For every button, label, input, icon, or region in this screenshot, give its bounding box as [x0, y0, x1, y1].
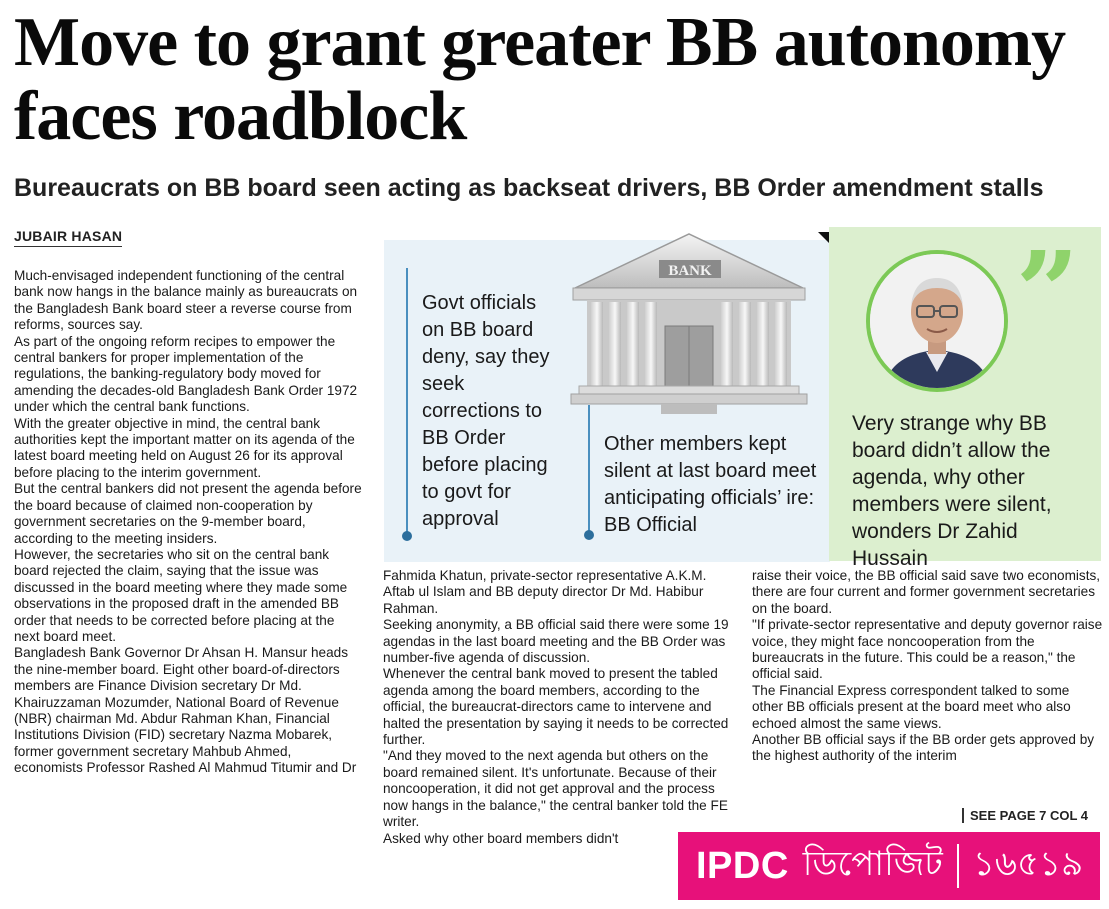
paragraph: As part of the ongoing reform recipes to empower the central bankers for proper implementation of the regulations, the banking-regulatory body moved for amending the decades-old Bangladesh Bank Order 1972 under which the central bank functions. [14, 333, 358, 415]
advertisement-banner[interactable] [678, 832, 1100, 900]
paragraph: Another BB official says if the BB order gets approved by the highest authority of the interim [752, 732, 1095, 764]
paragraph: However, the secretaries who sit on the central bank board rejected the claim, saying that the issue was discussed in the board meeting where they made some observations in the proposed draft in the amended BB order that needs to be corrected before placing at the next board meet. [14, 546, 348, 644]
continuation-jump[interactable]: SEE PAGE 7 COL 4 [962, 808, 1088, 823]
paragraph: With the greater objective in mind, the central bank authorities kept the important matter on its agenda of the latest board meeting held on August 26 for its approval before placing to the interim government. [14, 415, 355, 480]
paragraph: But the central bankers did not present the agenda before the board because of claimed non-cooperation by government secretaries on the 9-member board, according to the meeting insiders. [14, 481, 362, 546]
callout-dot [584, 530, 594, 540]
quote-marks-icon: ” [1015, 227, 1079, 356]
base-step [579, 386, 799, 394]
headline: Move to grant greater BB autonomy faces roadblock [14, 4, 1066, 155]
body-column-2 [383, 568, 735, 847]
column [627, 302, 639, 386]
column [591, 302, 603, 386]
paragraph: raise their voice, the BB official said save two economists, there are four current and former government secretaries on the board. [752, 568, 1101, 616]
column [721, 302, 733, 386]
byline: JUBAIR HASAN [14, 228, 122, 247]
paragraph: Whenever the central bank moved to present the tabled agenda among the board members, according to the official, the bureaucrat-directors came to intervene and halted the presentation by saying it needs to be corrected further. [383, 666, 729, 748]
paragraph: Fahmida Khatun, private-sector representative A.K.M. Aftab ul Islam and BB deputy director Dr Md. Habibur Rahman. [383, 568, 707, 616]
paragraph: Bangladesh Bank Governor Dr Ahsan H. Mansur heads the nine-member board. Eight other board-of-directors members are Finance Division secretary Dr Md. Khairuzzaman Mozumder, National Board of Revenue (NBR) chairman Md. Abdur Rahman Khan, Financial Institutions Division (FID) secretary Nazma Mobarek, former government secretary Mahbub Ahmed, economists Professor Rashed Al Mahmud Titumir and Dr [14, 645, 357, 776]
column [775, 302, 787, 386]
callout-text: Other members kept silent at last board meet anticipating officials’ ire: BB Official [604, 433, 817, 536]
callout-text: Govt officials on BB board deny, say they seek corrections to BB Order before placing to govt for approval [422, 292, 550, 530]
paragraph: Much-envisaged independent functioning of the central bank now hangs in the balance mainly as bureaucrats on the Bangladesh Bank board steer a reverse course from reforms, sources say. [14, 268, 358, 333]
ad-divider [957, 844, 959, 888]
column [739, 302, 751, 386]
pull-quote: Very strange why BB board didn’t allow the agenda, why other members were silent, wonders Dr Zahid Hussain [852, 412, 1052, 570]
body-column-3 [752, 568, 1104, 765]
subheadline: Bureaucrats on BB board seen acting as backseat drivers, BB Order amendment stalls [14, 174, 1044, 202]
column [757, 302, 769, 386]
callout-members-silent [588, 405, 818, 535]
column [609, 302, 621, 386]
paragraph: "And they moved to the next agenda but others on the board remained silent. It's unfortunate. Because of their noncooperation, it did not get approval and the process now hangs in the balance," the central banker told the FE writer. [383, 748, 728, 830]
callout-officials-deny [406, 268, 556, 536]
portrait-illustration [870, 254, 1004, 388]
ad-hotline-number: ১৬৫১৯ [972, 843, 1084, 884]
bank-building-illustration [565, 230, 813, 420]
ad-word: ডিপোজিট [802, 843, 943, 884]
paragraph: "If private-sector representative and deputy governor raise voice, they might face noncooperation from the bureaucrats in the future. This could be a reason," the official said. [752, 617, 1103, 682]
base-step [571, 394, 807, 404]
body-column-1 [14, 268, 362, 777]
paragraph: Asked why other board members didn't [383, 830, 619, 846]
bank-sign: BANK [668, 263, 712, 279]
callout-dot [402, 531, 412, 541]
paragraph: The Financial Express correspondent talked to some other BB officials present at the board meet who also echoed almost the same views. [752, 682, 1071, 731]
ad-brand: IPDC [696, 844, 789, 887]
avatar [866, 250, 1008, 392]
entablature [573, 288, 805, 300]
paragraph: Seeking anonymity, a BB official said there were some 19 agendas in the last board meeting and the BB Order was number-five agenda of discussion. [383, 617, 729, 666]
column [645, 302, 657, 386]
